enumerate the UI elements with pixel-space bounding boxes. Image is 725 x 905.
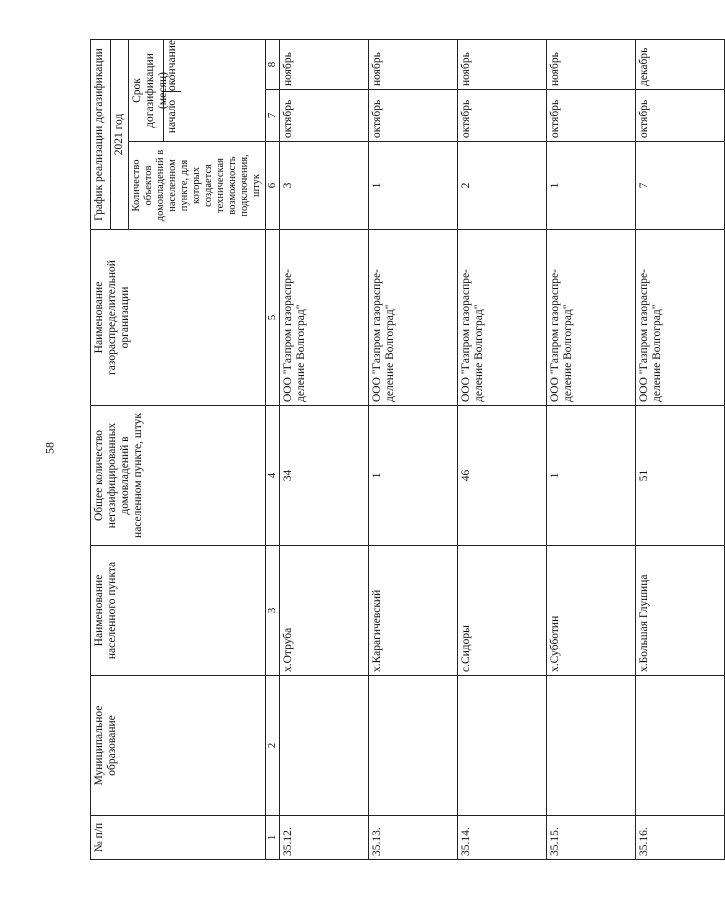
row-start: октябрь <box>636 90 725 142</box>
row-count: 2 <box>458 142 547 230</box>
table-row <box>458 39 547 859</box>
table-row <box>636 39 725 859</box>
row-municipality <box>369 676 458 816</box>
row-total: 51 <box>636 406 725 546</box>
row-end: ноябрь <box>547 39 636 89</box>
row-municipality <box>280 676 369 816</box>
table-row <box>369 39 458 859</box>
index-cell: 8 <box>266 39 280 89</box>
header-total-households: Общее количество негазифицированных домовладений в населенном пункте, штук <box>91 406 266 546</box>
row-total: 46 <box>458 406 547 546</box>
header-row-1 <box>91 39 111 859</box>
row-count: 1 <box>369 142 458 230</box>
row-municipality <box>547 676 636 816</box>
page-number: 58 <box>42 442 57 454</box>
row-end: декабрь <box>636 39 725 89</box>
row-total: 34 <box>280 406 369 546</box>
row-start: октябрь <box>280 90 369 142</box>
row-count: 7 <box>636 142 725 230</box>
row-start: октябрь <box>369 90 458 142</box>
gasification-table <box>90 39 725 860</box>
row-org: ООО "Газпром газораспре-деление Волгоград" <box>458 230 547 406</box>
index-cell: 3 <box>266 546 280 676</box>
header-municipality: Муниципальное образование <box>91 676 266 816</box>
index-row <box>266 39 280 859</box>
row-end: ноябрь <box>369 39 458 89</box>
index-cell: 7 <box>266 90 280 142</box>
header-term-subcols <box>164 40 181 141</box>
header-households-count: Количество объектов домовладений в населенном пункте, для которых создается техническая возможность подключения, штук <box>129 142 266 230</box>
row-settlement: с.Сидоры <box>458 546 547 676</box>
header-gas-organization: Наименование газораспределительной организации <box>91 230 266 406</box>
row-org: ООО "Газпром газораспре-деление Волгоград" <box>636 230 725 406</box>
row-org: ООО "Газпром газораспре-деление Волгоград" <box>547 230 636 406</box>
row-num: 35.15. <box>547 816 636 860</box>
row-end: ноябрь <box>280 39 369 89</box>
row-end: ноябрь <box>458 39 547 89</box>
table-row <box>280 39 369 859</box>
index-cell: 4 <box>266 406 280 546</box>
row-org: ООО "Газпром газораспре-деление Волгоград" <box>369 230 458 406</box>
header-settlement: Наименование населенного пункта <box>91 546 266 676</box>
row-org: ООО "Газпром газораспре-деление Волгоград" <box>280 230 369 406</box>
row-settlement: х.Отруба <box>280 546 369 676</box>
row-num: 35.14. <box>458 816 547 860</box>
row-total: 1 <box>369 406 458 546</box>
row-start: октябрь <box>547 90 636 142</box>
document-table-frame <box>90 39 663 860</box>
row-start: октябрь <box>458 90 547 142</box>
row-settlement: х.Субботин <box>547 546 636 676</box>
index-cell: 6 <box>266 142 280 230</box>
row-total: 1 <box>547 406 636 546</box>
row-municipality <box>636 676 725 816</box>
row-count: 1 <box>547 142 636 230</box>
row-settlement: х.Карагичевский <box>369 546 458 676</box>
header-term-cell <box>129 39 266 141</box>
row-settlement: х.Большая Глушица <box>636 546 725 676</box>
index-cell: 5 <box>266 230 280 406</box>
table-row <box>547 39 636 859</box>
header-start: начало <box>164 91 181 141</box>
row-num: 35.16. <box>636 816 725 860</box>
header-num: № п/п <box>91 816 266 860</box>
index-cell: 2 <box>266 676 280 816</box>
header-end: окончание <box>166 39 178 91</box>
row-num: 35.13. <box>369 816 458 860</box>
row-count: 3 <box>280 142 369 230</box>
header-schedule: График реализации догазификации <box>91 39 111 229</box>
row-municipality <box>458 676 547 816</box>
index-cell: 1 <box>266 816 280 860</box>
header-year: 2021 год <box>111 39 129 229</box>
row-num: 35.12. <box>280 816 369 860</box>
header-term: Срок догазификации (месяц) <box>129 40 164 141</box>
